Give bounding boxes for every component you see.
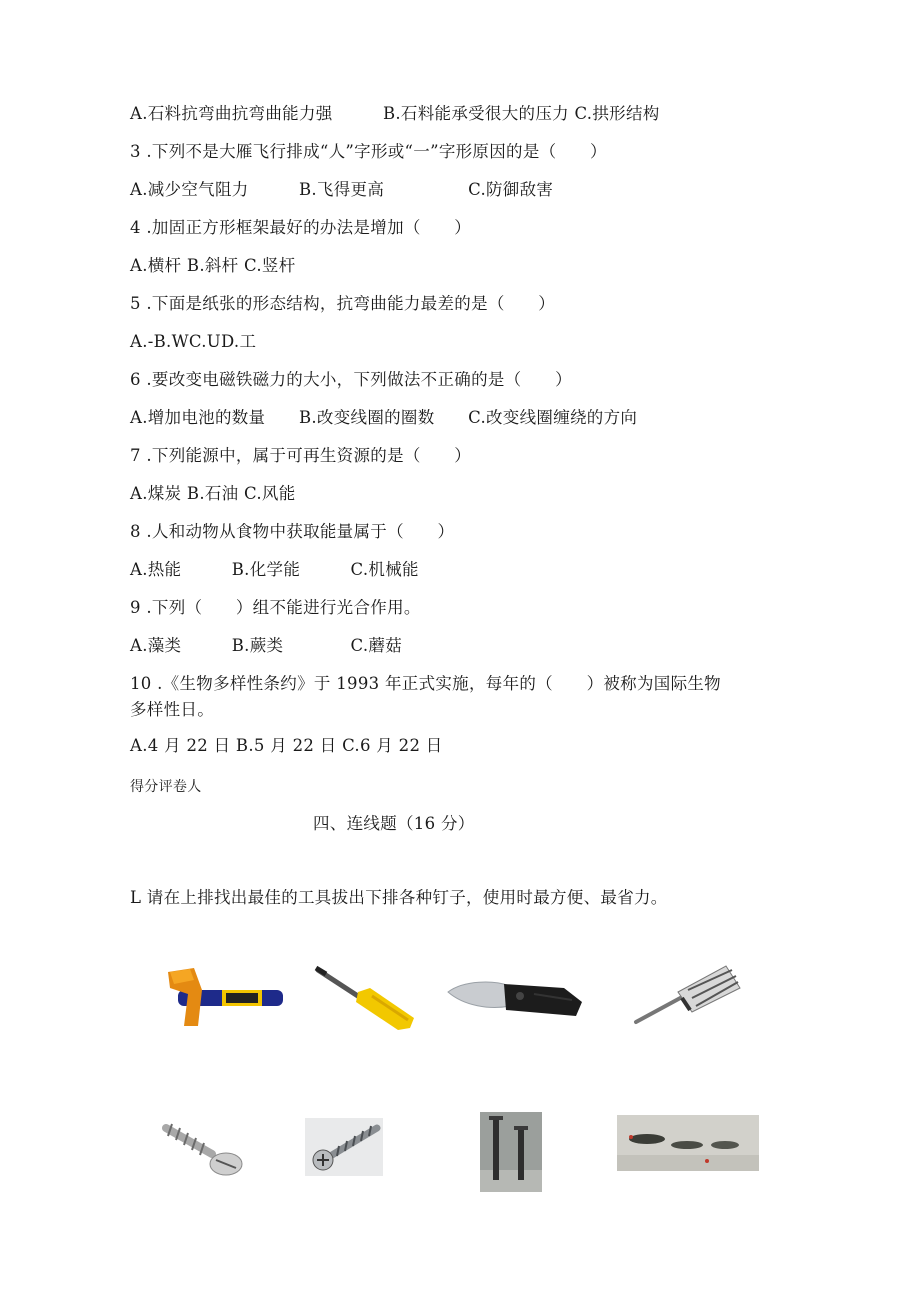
line-12: A.热能 B.化学能 C.机械能 — [130, 560, 419, 579]
phillips-screw-image — [305, 1118, 383, 1176]
line-14: A.藻类 B.蕨类 C.蘑菇 — [130, 636, 403, 655]
question-1: L 请在上排找出最佳的工具拔出下排各种钉子，使用时最方便、最省力。 — [130, 888, 668, 907]
line-3: 4 .加固正方形框架最好的办法是增加（ ） — [130, 218, 472, 237]
line-9: 7 .下列能源中，属于可再生资源的是（ ） — [130, 446, 472, 465]
line-15: 10 .《生物多样性条约》于 1993 年正式实施，每年的（ ）被称为国际生物 — [130, 674, 721, 693]
line-17: A.4 月 22 日 B.5 月 22 日 C.6 月 22 日 — [130, 736, 443, 755]
slotted-screwdriver-image — [312, 962, 422, 1037]
line-5: 5 .下面是纸张的形态结构，抗弯曲能力最差的是（ ） — [130, 294, 556, 313]
line-8: A.增加电池的数量 B.改变线圈的圈数 C.改变线圈缠绕的方向 — [130, 408, 638, 427]
line-2: A.减少空气阻力 B.飞得更高 C.防御敌害 — [130, 180, 554, 199]
line-6: A.-B.WC.UD.工 — [130, 332, 257, 351]
line-7: 6 .要改变电磁铁磁力的大小，下列做法不正确的是（ ） — [130, 370, 572, 389]
line-13: 9 .下列（ ）组不能进行光合作用。 — [130, 598, 421, 617]
phillips-screwdriver-image — [630, 960, 745, 1030]
flat-nails-image — [617, 1115, 759, 1171]
hammer-image — [160, 960, 290, 1040]
nails-image — [480, 1112, 542, 1192]
line-1: 3 .下列不是大雁飞行排成“人”字形或“一”字形原因的是（ ） — [130, 142, 607, 161]
section-title: 四、连线题（16 分） — [313, 814, 475, 833]
line-10: A.煤炭 B.石油 C.风能 — [130, 484, 296, 503]
wood-screw-image — [160, 1120, 250, 1180]
line-0: A.石料抗弯曲抗弯曲能力强 B.石料能承受很大的压力 C.拱形结构 — [130, 104, 660, 123]
line-16: 多样性日。 — [130, 700, 214, 719]
score-label: 得分评卷人 — [130, 779, 202, 795]
line-11: 8 .人和动物从食物中获取能量属于（ ） — [130, 522, 455, 541]
line-4: A.横杆 B.斜杆 C.竖杆 — [130, 256, 296, 275]
pocket-knife-image — [444, 972, 589, 1022]
